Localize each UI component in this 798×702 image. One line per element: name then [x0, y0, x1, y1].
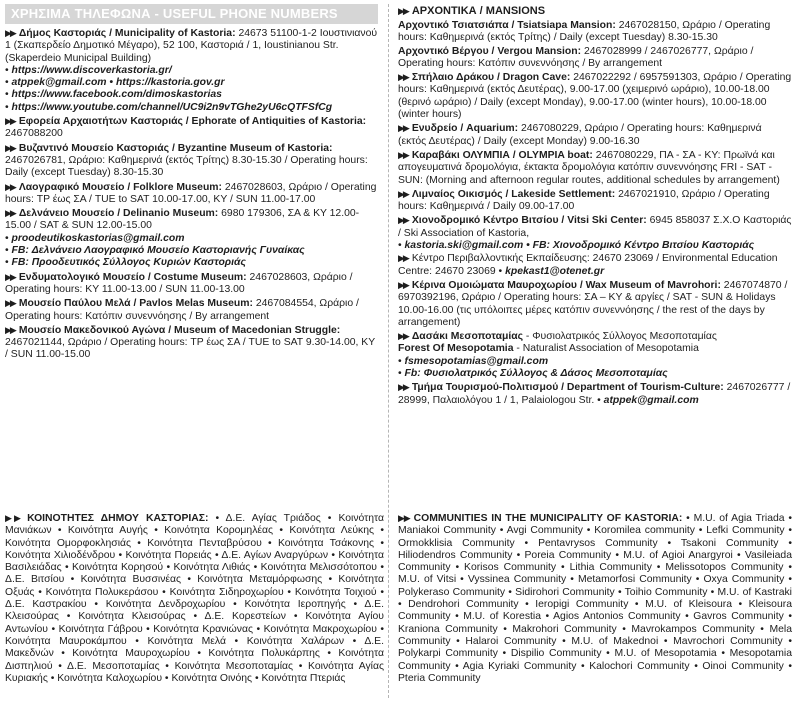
- community-item: Κοινότητα Χαλάρων: [246, 635, 345, 647]
- community-item: Kleisoura Community: [398, 599, 792, 623]
- communities-english-title: COMMUNITIES IN THE MUNICIPALITY OF KASTORIA:: [413, 513, 683, 524]
- community-item: Hiliodendros Community: [398, 549, 513, 561]
- community-item: Mavrochori Community: [673, 635, 783, 647]
- useful-phones-column: [5, 4, 378, 363]
- communities-greek-title: ΚΟΙΝΟΤΗΤΕΣ ΔΗΜΟΥ ΚΑΣΤΟΡΙΑΣ:: [27, 513, 209, 524]
- community-item: Κοινότητα Μακροχωρίου: [263, 623, 377, 635]
- community-item: Vyssinea Community: [467, 574, 567, 586]
- community-item: Lithia Community: [569, 562, 652, 574]
- link-line[interactable]: • Fb: Φυσιολατρικός Σύλλογος & Δάσος Μεσοποταμίας: [398, 368, 668, 380]
- entry-ephorate: ▶▶ Εφορεία Αρχαιοτήτων Καστοριάς / Ephorate of Antiquities of Kastoria: 2467088200: [5, 116, 367, 140]
- community-item: Κοινότητα Μεσοποταμίας: [174, 660, 294, 672]
- community-item: M.U. of Kastraki: [717, 586, 792, 598]
- double-arrow-icon: ▶▶: [5, 142, 15, 153]
- double-arrow-icon: ▶▶: [398, 215, 408, 226]
- community-item: Κοινότητα Πολυκεράσου: [45, 586, 159, 598]
- entry-municipality: ▶▶ Δήμος Καστοριάς / Municipality of Kastoria: 24673 51100-1-2 Ιουστινιανού 1 (Σκαπερδείο Δημοτικό Μέγαρο), 52 100, Καστοριά / 1, Ioustinianou Str. (Skaperdeio Municipal Building) • https://www.discoverkastoria.gr/ • atppek@gmail.com • https://kastoria.gov.gr • https://www.facebook.com/dimoskastorias • https://www.youtube.com/channel/UC9i2n9vTGhe2yU6cQTFSfCg: [5, 28, 378, 113]
- entry-pavlos-melas-museum: ▶▶ Μουσείο Παύλου Μελά / Pavlos Melas Museum: 2467084554, Ωράριο / Operating hours: Κατόπιν συνεννόησης / By arrangement: [5, 298, 359, 322]
- community-item: Korisos Community: [464, 562, 557, 574]
- double-arrow-icon: ▶▶: [5, 513, 24, 523]
- community-item: Κοινότητα Βασιλειάδας: [5, 549, 384, 574]
- double-arrow-icon: ▶▶: [398, 331, 408, 342]
- community-item: Koromilea community: [594, 525, 695, 537]
- community-item: Κοινότητα Μελά: [147, 635, 226, 647]
- community-item: Mesopotamia Community: [398, 648, 792, 672]
- double-arrow-icon: ▶▶: [398, 253, 408, 264]
- double-arrow-icon: ▶▶: [398, 279, 408, 290]
- community-item: Dispilio Community: [510, 648, 602, 660]
- link-line[interactable]: • FB: Προοδευτικός Σύλλογος Κυριών Καστοριάς: [5, 257, 246, 269]
- mansions-header: ▶▶ ΑΡΧΟΝΤΙΚΑ / MANSIONS: [398, 5, 546, 17]
- double-arrow-icon: ▶▶: [398, 188, 408, 199]
- link-line[interactable]: • https://www.youtube.com/channel/UC9i2n9vTGhe2yU6cQTFSfCg: [5, 101, 333, 113]
- community-item: Κοινότητα Κρανιώνας: [153, 623, 254, 635]
- link-line[interactable]: • kastoria.ski@gmail.com • FB: Χιονοδρομικό Κέντρο Βιτσίου Καστοριάς: [398, 240, 755, 252]
- community-item: Gavros Community: [693, 611, 784, 623]
- community-item: Makrohori Community: [512, 623, 617, 635]
- community-item: Kalochori Community: [589, 660, 690, 672]
- community-item: Κοινότητα Αυγής: [67, 525, 148, 537]
- community-item: Sidirohori Community: [515, 586, 615, 598]
- double-arrow-icon: ▶▶: [398, 513, 410, 523]
- community-item: Metamorfosi Community: [577, 574, 692, 586]
- community-item: Avgi Community: [506, 525, 583, 537]
- community-item: Κοινότητα Πορειάς: [125, 549, 212, 561]
- community-item: Δ.Ε. Αγίας Τριάδος: [225, 513, 321, 524]
- column-divider: [388, 4, 389, 698]
- email-link[interactable]: kpekast1@otenet.gr: [505, 265, 605, 277]
- mansions-column: [398, 4, 792, 408]
- community-item: Δ.Ε. Μακεδνών: [5, 635, 384, 660]
- community-item: Κοινότητα Πολυκάρπης: [208, 648, 320, 660]
- email-link[interactable]: atppek@gmail.com: [603, 394, 699, 406]
- community-item: Ieropigi Community: [535, 599, 629, 611]
- community-item: Κοινότητα Αγίου Αντωνίου: [5, 611, 384, 635]
- community-item: Vasileiada Community: [398, 549, 792, 574]
- link-line[interactable]: • fsmesopotamias@gmail.com: [398, 355, 549, 367]
- community-item: Maniakoi Community: [398, 525, 496, 537]
- useful-phones-header: ΧΡΗΣΙΜΑ ΤΗΛΕΦΩΝΑ - USEFUL PHONE NUMBERS: [5, 4, 378, 24]
- community-item: Κοινότητα Τσάκονης: [277, 537, 375, 549]
- double-arrow-icon: ▶▶: [398, 72, 408, 83]
- community-item: Κοινότητα Χιλιοδένδρου: [5, 549, 116, 561]
- double-arrow-icon: ▶▶: [5, 298, 15, 309]
- communities-english-list: • M.U. of Agia Triada • Maniakoi Community • Avgi Community • Koromilea community • Lefki Community • Ormokklisia Community • Pentavrysos Community • Tsakoni Community • Hiliodendros Community • Poreia Community • M.U. of Agioi Anargyroi • Vasileiada Community • Korisos Community • Lithia Community • Melissotopos Community • M.U. of Vitsi • Vyssinea Community • Metamorfosi Community • Oxya Community • Polykeraso Community • Sidirohori Community • Toihio Community • M.U. of Kastraki • Dendrohori Community • Ieropigi Community • M.U. of Kleisoura • Kleisoura Community • M.U. of Korestia • Agios Antonios Community • Gavros Community • Kraniona Community • Makrohori Community • Mavrokampos Community • Mela Community • Halaroi Community • M.U. of Makednoi • Mavrochori Community • Polykarpi Community • Dispilio Community • M.U. of Mesopotamia • Mesopotamia Community • Agia Kyriaki Community • Kalochori Community • Oinoi Community • Pteria Community: [398, 513, 792, 684]
- entry-tsiatsiapa-mansion: Αρχοντικό Τσιατσιάπα / Tsiatsiapa Mansion: 2467028150, Ωράριο / Operating hours: Καθημερινά (εκτός Τρίτης) / Daily (except Tuesday) 8.30-15.30: [398, 20, 771, 44]
- community-item: Lefki Community: [706, 525, 785, 537]
- community-item: Pentavrysos Community: [538, 537, 658, 549]
- entry-dragon-cave: ▶▶ Σπήλαιο Δράκου / Dragon Cave: 2467022292 / 6957591303, Ωράριο / Operating hours: Καθημερινά (εκτός Δευτέρας), 9.00-17.00 (χειμερινό ωράριο), 10.00-18.00 (θερινό ωράριο) / Daily (except Monday), 9.00-17.00 (winter hours), 10.00-18.00 (winter hours): [398, 72, 792, 121]
- community-item: M.U. of Agia Triada: [693, 513, 785, 524]
- community-item: Κοινότητα Πενταβρύσου: [147, 537, 262, 549]
- communities-english: [398, 512, 792, 685]
- community-item: M.U. of Mesopotamia: [614, 648, 717, 660]
- community-item: Κοινότητα Δενδροχωρίου: [105, 599, 226, 611]
- community-item: Κοινότητα Τοιχιού: [294, 586, 377, 598]
- community-item: Κοινότητα Κορομηλέας: [164, 525, 274, 537]
- community-item: Kraniona Community: [398, 623, 498, 635]
- community-item: Κοινότητα Γάβρου: [58, 623, 143, 635]
- community-item: Κοινότητα Λεύκης: [289, 525, 374, 537]
- communities-greek-list: • Δ.Ε. Αγίας Τριάδος • Κοινότητα Μανιάκων • Κοινότητα Αυγής • Κοινότητα Κορομηλέας • Κοινότητα Λεύκης • Κοινότητα Ομορφοκλησιάς • Κοινότητα Πενταβρύσου • Κοινότητα Τσάκονης • Κοινότητα Χιλιοδένδρου • Κοινότητα Πορειάς • Δ.Ε. Αγίων Αναργύρων • Κοινότητα Βασιλειάδας • Κοινότητα Κορησού • Κοινότητα Λιθιάς • Κοινότητα Μελισσότοπου • Δ.Ε. Βιτσίου • Κοινότητα Βυσσινέας • Κοινότητα Μεταμόρφωσης • Κοινότητα Οξυάς • Κοινότητα Πολυκεράσου • Κοινότητα Σιδηροχωρίου • Κοινότητα Τοιχιού • Δ.Ε. Καστρακίου • Κοινότητα Δενδροχωρίου • Κοινότητα Ιεροπηγής • Δ.Ε. Κλεισούρας • Κοινότητα Κλεισούρας • Δ.Ε. Κορεστείων • Κοινότητα Αγίου Αντωνίου • Κοινότητα Γάβρου • Κοινότητα Κρανιώνας • Κοινότητα Μακροχωρίου • Κοινότητα Μαυροκάμπου • Κοινότητα Μελά • Κοινότητα Χαλάρων • Δ.Ε. Μακεδνών • Κοινότητα Μαυροχωρίου • Κοινότητα Πολυκάρπης • Κοινότητα Δισπηλιού • Δ.Ε. Μεσοποταμίας • Κοινότητα Μεσοποταμίας • Κοινότητα Αγίας Κυριακής • Κοινότητα Καλοχωρίου • Κοινότητα Οινόης • Κοινότητα Πτεριάς: [5, 513, 385, 684]
- link-line[interactable]: • atppek@gmail.com • https://kastoria.gov.gr: [5, 77, 225, 89]
- community-item: Κοινότητα Μαυροκάμπου: [5, 635, 127, 647]
- double-arrow-icon: ▶▶: [5, 181, 15, 192]
- community-item: Κοινότητα Μαυροχωρίου: [72, 648, 190, 660]
- community-item: Agios Antonios Community: [553, 611, 681, 623]
- entry-lakeside-settlement: ▶▶ Λιμναίος Οικισμός / Lakeside Settlement: 2467021910, Ωράριο / Operating hours: Καθημερινά / Daily 09.00-17.00: [398, 188, 770, 213]
- entry-folklore-museum: ▶▶ Λαογραφικό Μουσείο / Folklore Museum: 2467028603, Ωράριο / Operating hours: ΤΡ έως ΣΑ / TUE to SAT 10.00-17.00, ΚΥ / SUN 11.00-17.00: [5, 181, 377, 205]
- community-item: Κοινότητα Βυσσινέας: [80, 574, 182, 586]
- double-arrow-icon: ▶▶: [398, 149, 408, 160]
- entry-byzantine-museum: ▶▶ Βυζαντινό Μουσείο Καστοριάς / Byzantine Museum of Kastoria: 2467026781, Ωράριο: Καθημερινά (εκτός Τρίτης) 8.30-15.30 / Operating hours: Daily (except Tuesday) 8.30-15.30: [5, 142, 368, 179]
- community-item: Mela Community: [398, 623, 792, 647]
- community-item: M.U. of Makednoi: [571, 635, 659, 647]
- community-item: Κοινότητα Ιεροπηγής: [244, 599, 346, 611]
- community-item: Κοινότητα Κλεισούρας: [78, 611, 186, 623]
- double-arrow-icon: ▶▶: [5, 271, 15, 282]
- community-item: Dendrohori Community: [408, 599, 519, 611]
- entry-vergou-mansion: Αρχοντικό Βέργου / Vergou Mansion: 2467028999 / 2467026777, Ωράριο / Operating hours: Κατόπιν συνεννόησης / By arrangement: [398, 45, 754, 69]
- double-arrow-icon: ▶▶: [398, 6, 408, 16]
- community-item: Agia Kyriaki Community: [462, 660, 577, 672]
- community-item: Δ.Ε. Αγίων Αναργύρων: [221, 549, 329, 561]
- community-item: Halaroi Community: [465, 635, 557, 647]
- community-item: Mavrokampos Community: [631, 623, 755, 635]
- community-item: Poreia Community: [524, 549, 612, 561]
- community-item: Κοινότητα Μεταμόρφωσης: [197, 574, 323, 586]
- entry-forest-mesopotamia: ▶▶ Δασάκι Μεσοποταμίας - Φυσιολατρικός Σύλλογος Μεσοποταμίας Forest Of Mesopotamia - Naturalist Association of Mesopotamia • fsmesopotamias@gmail.com • Fb: Φυσιολατρικός Σύλλογος & Δάσος Μεσοποταμίας: [398, 330, 792, 380]
- double-arrow-icon: ▶▶: [398, 123, 408, 134]
- community-item: Tsakoni Community: [680, 537, 779, 549]
- community-item: Κοινότητα Οινόης: [171, 672, 253, 684]
- entry-olympia-boat: ▶▶ Καραβάκι ΟΛΥΜΠΙΑ / OLYMPIA boat: 2467080229, ΠΑ - ΣΑ - ΚΥ: Πρωϊνά και απογευματινά δρομολόγια, έκτακτα δρομολόγια κατόπιν συνεννόησης FRI - SAT - SUN: (Morning and afternoon regular routes, additional schedules by arrangement): [398, 149, 780, 186]
- community-item: Κοινότητα Μανιάκων: [5, 513, 385, 537]
- community-item: Κοινότητα Δισπηλιού: [5, 648, 384, 672]
- community-item: Melissotopos Community: [665, 562, 784, 574]
- environmental-centre-line: ▶▶ Κέντρο Περιβαλλοντικής Εκπαίδευσης: 24670 23069 / Environmental Education Centre: 24670 23069 • kpekast1@otenet.gr: [398, 253, 778, 277]
- community-item: Polykarpi Community: [398, 648, 498, 660]
- community-item: Κοινότητα Ομορφοκλησιάς: [5, 537, 132, 549]
- community-item: M.U. of Kleisoura: [645, 599, 732, 611]
- community-item: Ormokklisia Community: [398, 537, 515, 549]
- community-item: Oxya Community: [703, 574, 785, 586]
- double-arrow-icon: ▶▶: [5, 116, 15, 127]
- community-item: Κοινότητα Πτεριάς: [261, 672, 346, 684]
- community-item: Polykeraso Community: [398, 586, 506, 598]
- community-item: Κοινότητα Καλοχωρίου: [57, 672, 163, 684]
- double-arrow-icon: ▶▶: [398, 382, 408, 393]
- community-item: Κοινότητα Αγίας Κυριακής: [5, 660, 384, 684]
- link-line[interactable]: • https://www.discoverkastoria.gr/: [5, 64, 172, 76]
- entry-aquarium: ▶▶ Ενυδρείο / Aquarium: 2467080229, Ωράριο / Operating hours: Καθημερινά (εκτός Δευτέρας) / Daily (except Monday) 9.00-16.30: [398, 123, 762, 147]
- entry-costume-museum: ▶▶ Ενδυματολογικό Μουσείο / Costume Museum: 2467028603, Ωράριο / Operating hours: ΚΥ 11.00-13.00 / SUN 11.00-13.00: [5, 271, 353, 295]
- entry-wax-museum: ▶▶ Κέρινα Ομοιώματα Μαυροχωρίου / Wax Museum of Mavrohori: 2467074870 / 6970392196, Ωράριο / Operating hours: ΣΑ – ΚΥ & αργίες / SAT - SUN & Holidays 10.00-16.00 (τις υπόλοιπες μέρες κατόπιν συνεννόησης / the rest of the days by arrangement): [398, 279, 788, 328]
- entry-macedonian-struggle-museum: ▶▶ Μουσείο Μακεδονικού Αγώνα / Museum of Macedonian Struggle: 2467021144, Ωράριο / Operating hours: ΤΡ έως ΣΑ / TUE to SAT 9.30-14.00, ΚΥ / SUN 11.00-15.00: [5, 324, 375, 361]
- entry-delinanio-museum: ▶▶ Δελνάνειο Μουσείο / Delinanio Museum: 6980 179306, ΣΑ & ΚΥ 12.00-15.00 / SAT & SUN 12.00-15.00 • proodeutikoskastorias@gmail.com • FB: Δελνάνειο Λαογραφικό Μουσείο Καστοριανής Γυναίκας • FB: Προοδευτικός Σύλλογος Κυριών Καστοριάς: [5, 207, 378, 269]
- double-arrow-icon: ▶▶: [5, 28, 15, 38]
- community-item: Κοινότητα Μελισσότοπου: [260, 562, 377, 574]
- community-item: Pteria Community: [398, 672, 481, 684]
- link-line[interactable]: • proodeutikoskastorias@gmail.com: [5, 232, 185, 244]
- community-item: Δ.Ε. Κλεισούρας: [5, 599, 384, 623]
- community-item: Δ.Ε. Βιτσίου: [5, 574, 65, 586]
- entry-vitsi-ski-center: ▶▶ Χιονοδρομικό Κέντρο Βιτσίου / Vitsi Ski Center: 6945 858037 Σ.Χ.Ο Καστοριάς / Ski Association of Kastoria, • kastoria.ski@gmail.com • FB: Χιονοδρομικό Κέντρο Βιτσίου Καστοριάς ▶▶ Κέντρο Περιβαλλοντικής Εκπαίδευσης: 24670 23069 / Environmental Education Centre: 24670 23069 • kpekast1@otenet.gr: [398, 215, 792, 277]
- double-arrow-icon: ▶▶: [5, 324, 15, 335]
- community-item: M.U. of Vitsi: [398, 574, 457, 586]
- communities-greek: [5, 512, 384, 685]
- community-item: Δ.Ε. Καστρακίου: [5, 599, 87, 611]
- community-item: Κοινότητα Σιδηροχωρίου: [169, 586, 284, 598]
- community-item: M.U. of Agioi Anargyroi: [623, 549, 733, 561]
- community-item: Δ.Ε. Μεσοποταμίας: [67, 660, 160, 672]
- community-item: M.U. of Korestia: [463, 611, 541, 623]
- community-item: Κοινότητα Οξυάς: [5, 574, 384, 598]
- community-item: Oinoi Community: [702, 660, 784, 672]
- community-item: Κοινότητα Λιθιάς: [173, 562, 251, 574]
- community-item: Δ.Ε. Κορεστείων: [204, 611, 286, 623]
- link-line[interactable]: • FB: Δελνάνειο Λαογραφικό Μουσείο Καστοριανής Γυναίκας: [5, 245, 305, 257]
- community-item: Toihio Community: [624, 586, 708, 598]
- entry-tourism-department: ▶▶ Τμήμα Τουρισμού-Πολιτισμού / Department of Tourism-Culture: 2467026777 / 28999, Παλαιολόγου 1 / 1, Palaiologou Str. • atppek@gmail.com: [398, 382, 791, 406]
- double-arrow-icon: ▶▶: [5, 208, 15, 219]
- community-item: Κοινότητα Κορησού: [72, 562, 164, 574]
- link-line[interactable]: • https://www.facebook.com/dimoskastorias: [5, 89, 222, 101]
